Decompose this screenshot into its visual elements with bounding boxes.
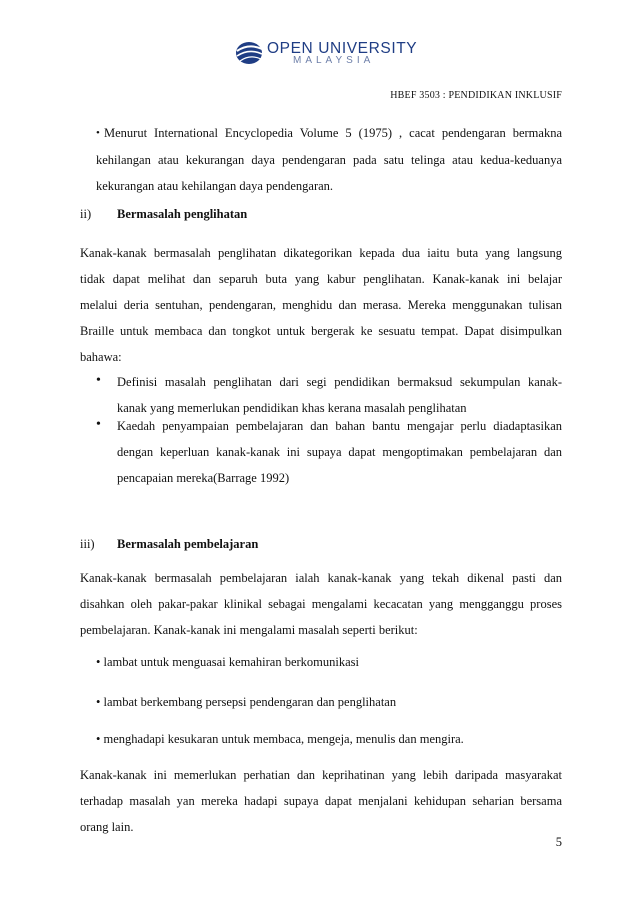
- paragraph-line: Kanak-kanak ini memerlukan perhatian dan keprihatinan yang lebih daripada masyarakat: [80, 768, 562, 782]
- section-ii-bullet-1: [117, 373, 562, 417]
- paragraph-line: pembelajaran. Kanak-kanak ini mengalami masalah seperti berikut:: [80, 623, 418, 637]
- closing-paragraph: [80, 766, 562, 836]
- paragraph-line: Braille untuk membaca dan tongkot untuk bergerak ke sesuatu tempat. Dapat disimpulkan: [80, 324, 562, 338]
- logo-text-malaysia: MALAYSIA: [293, 55, 375, 66]
- section-iii-paragraph: [80, 569, 562, 639]
- page-number: 5: [555, 835, 562, 849]
- intro-line: kekurangan atau kehilangan daya pendengaran.: [96, 179, 334, 193]
- section-iii-title: Bermasalah pembelajaran: [117, 537, 259, 551]
- list-item: • lambat untuk menguasai kemahiran berkomunikasi: [96, 655, 359, 669]
- list-item: • lambat berkembang persepsi pendengaran dan penglihatan: [96, 695, 397, 709]
- paragraph-line: bahawa:: [80, 350, 122, 364]
- globe-logo-icon: [235, 40, 265, 66]
- section-ii-title: Bermasalah penglihatan: [117, 207, 248, 221]
- section-iii-number: iii): [80, 537, 95, 551]
- list-item: • menghadapi kesukaran untuk membaca, mengeja, menulis dan mengira.: [96, 732, 464, 746]
- intro-bullet: [96, 124, 562, 195]
- paragraph-line: terhadap masalah yan mereka hadapi supaya dapat menjalani kehidupan seharian bersama: [80, 794, 562, 808]
- intro-line: kehilangan atau kekurangan daya pendengaran pada satu telinga atau kedua-keduanya: [96, 153, 562, 167]
- paragraph-line: tidak dapat melihat dan separuh buta yang kabur penglihatan. Kanak-kanak ini belajar: [80, 272, 562, 286]
- section-ii-paragraph: [80, 244, 562, 366]
- paragraph-line: disahkan oleh pakar-pakar klinikal sebagai mengalami kecacatan yang mengganggu proses: [80, 597, 562, 611]
- logo-text-open-university: OPEN UNIVERSITY: [267, 40, 418, 57]
- course-header: HBEF 3503 : PENDIDIKAN INKLUSIF: [390, 90, 562, 101]
- university-logo: [235, 40, 418, 72]
- bullet-dot: •: [96, 127, 100, 139]
- bullet-line: Kaedah penyampaian pembelajaran dan bahan bantu mengajar perlu diadaptasikan: [117, 419, 562, 433]
- bullet-dot: •: [96, 373, 101, 388]
- bullet-dot: •: [96, 417, 101, 432]
- paragraph-line: Kanak-kanak bermasalah penglihatan dikategorikan kepada dua iaitu buta yang langsung: [80, 246, 562, 260]
- paragraph-line: orang lain.: [80, 820, 134, 834]
- paragraph-line: melalui deria sentuhan, pendengaran, menghidu dan merasa. Mereka menggunakan tulisan: [80, 298, 562, 312]
- bullet-line: dengan keperluan kanak-kanak ini supaya dapat mengoptimakan pembelajaran dan: [117, 445, 562, 459]
- bullet-line: Definisi masalah penglihatan dari segi pendidikan bermaksud sekumpulan kanak-: [117, 375, 562, 389]
- bullet-line: pencapaian mereka(Barrage 1992): [117, 471, 290, 485]
- bullet-line: kanak yang memerlukan pendidikan khas kerana masalah penglihatan: [117, 401, 467, 415]
- paragraph-line: Kanak-kanak bermasalah pembelajaran ialah kanak-kanak yang tekah dikenal pasti dan: [80, 571, 562, 585]
- section-ii-bullet-2: [117, 417, 562, 487]
- intro-line: Menurut International Encyclopedia Volume 5 (1975) , cacat pendengaran bermakna: [104, 126, 562, 140]
- section-ii-number: ii): [80, 207, 92, 221]
